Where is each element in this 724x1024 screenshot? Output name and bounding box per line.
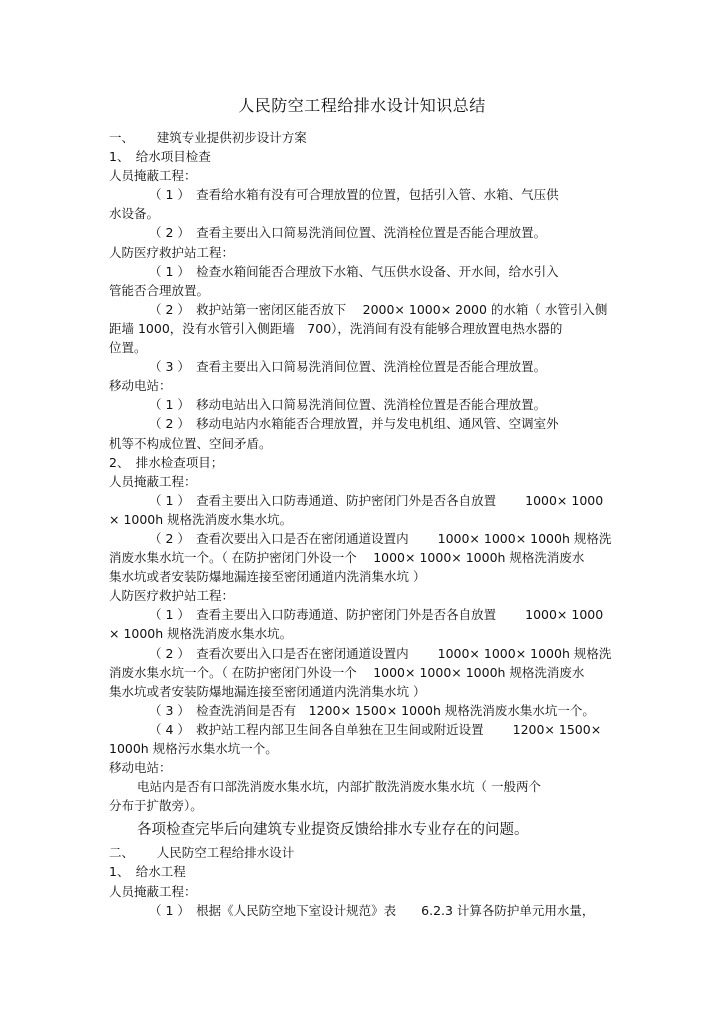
text-line: 管能否合理放置。 xyxy=(109,282,210,298)
text-line: 距墙 1000，没有水管引入侧距墙 700），洗消间有没有能够合理放置电热水器的 xyxy=(109,320,563,336)
text-line: 消废水集水坑一个。（ 在防护密闭门外设一个 1000× 1000× 1000h 规格洗消废水 xyxy=(109,550,585,566)
text-line: 分布于扩散旁）。 xyxy=(109,798,203,814)
text-line: （ 1 ） 查看主要出入口防毒通道、防护密闭门外是否各自放置 1000× 1000 xyxy=(149,492,604,508)
text-line: 机等不构成位置、空间矛盾。 xyxy=(109,435,272,451)
text-line: 1、 给水工程 xyxy=(109,864,186,880)
text-line: 人员掩蔽工程： xyxy=(109,473,197,489)
text-line: （ 3 ） 检查洗消间是否有 1200× 1500× 1000h 规格洗消废水集水坑一个。 xyxy=(149,702,595,718)
text-line: 消废水集水坑一个。（ 在防护密闭门外设一个 1000× 1000× 1000h 规格洗消废水 xyxy=(109,664,585,680)
text-line: 1000h 规格污水集水坑一个。 xyxy=(109,741,278,756)
text-line: 移动电站： xyxy=(109,378,172,394)
text-line: × 1000h 规格洗消废水集水坑。 xyxy=(109,626,293,642)
text-line: （ 2 ） 移动电站内水箱能否合理放置，并与发电机组、通风管、空调室外 xyxy=(149,416,559,432)
text-line: （ 2 ） 查看主要出入口简易洗消间位置、洗消栓位置是否能合理放置。 xyxy=(149,225,547,241)
text-line: （ 2 ） 查看次要出入口是否在密闭通道设置内 1000× 1000× 1000h 规格洗 xyxy=(149,530,612,546)
text-line: 电站内是否有口部洗消废水集水坑，内部扩散洗消废水集水坑（ 一般两个 xyxy=(137,779,541,795)
text-line: 移动电站： xyxy=(109,760,172,776)
text-line: （ 1 ） 查看主要出入口防毒通道、防护密闭门外是否各自放置 1000× 1000 xyxy=(149,607,604,623)
text-line: （ 2 ） 救护站第一密闭区能否放下 2000× 1000× 2000 的水箱（ 水管引入侧 xyxy=(149,301,608,317)
document-body xyxy=(109,128,621,920)
document-title: 人民防空工程给排水设计知识总结 xyxy=(238,96,486,115)
text-line: 1、 给水项目检查 xyxy=(109,149,211,165)
text-line: 位置。 xyxy=(109,340,147,356)
text-line: （ 1 ） 根据《人民防空地下室设计规范》表 6.2.3 计算各防护单元用水量， xyxy=(149,902,595,918)
text-line: （ 3 ） 查看主要出入口简易洗消间位置、洗消栓位置是否能合理放置。 xyxy=(149,359,547,375)
text-line: （ 2 ） 查看次要出入口是否在密闭通道设置内 1000× 1000× 1000h 规格洗 xyxy=(149,645,612,661)
text-line: （ 1 ） 移动电站出入口简易洗消间位置、洗消栓位置是否能合理放置。 xyxy=(149,397,547,413)
text-line: 人防医疗救护站工程： xyxy=(109,244,235,260)
text-line: 各项检查完毕后向建筑专业提资反馈给排水专业存在的问题。 xyxy=(137,822,529,839)
text-line: （ 1 ） 查看给水箱有没有可合理放置的位置，包括引入管、水箱、气压供 xyxy=(149,187,559,203)
text-line: （ 4 ） 救护站工程内部卫生间各自单独在卫生间或附近设置 1200× 1500× xyxy=(149,721,602,737)
text-line: × 1000h 规格洗消废水集水坑。 xyxy=(109,511,293,527)
text-line: 2、 排水检查项目； xyxy=(109,454,224,470)
text-line: 集水坑或者安装防爆地漏连接至密闭通道内洗消集水坑 ） xyxy=(109,683,426,699)
text-line: 集水坑或者安装防爆地漏连接至密闭通道内洗消集水坑 ） xyxy=(109,569,426,585)
text-line: 水设备。 xyxy=(109,206,160,222)
text-line: 人员掩蔽工程： xyxy=(109,168,197,184)
text-line: 二、 人民防空工程给排水设计 xyxy=(109,845,295,861)
text-line: 一、 建筑专业提供初步设计方案 xyxy=(109,130,307,145)
text-line: 人员掩蔽工程： xyxy=(109,883,197,899)
text-line: 人防医疗救护站工程： xyxy=(109,588,235,604)
text-line: （ 1 ） 检查水箱间能否合理放下水箱、气压供水设备、开水间，给水引入 xyxy=(149,263,559,279)
